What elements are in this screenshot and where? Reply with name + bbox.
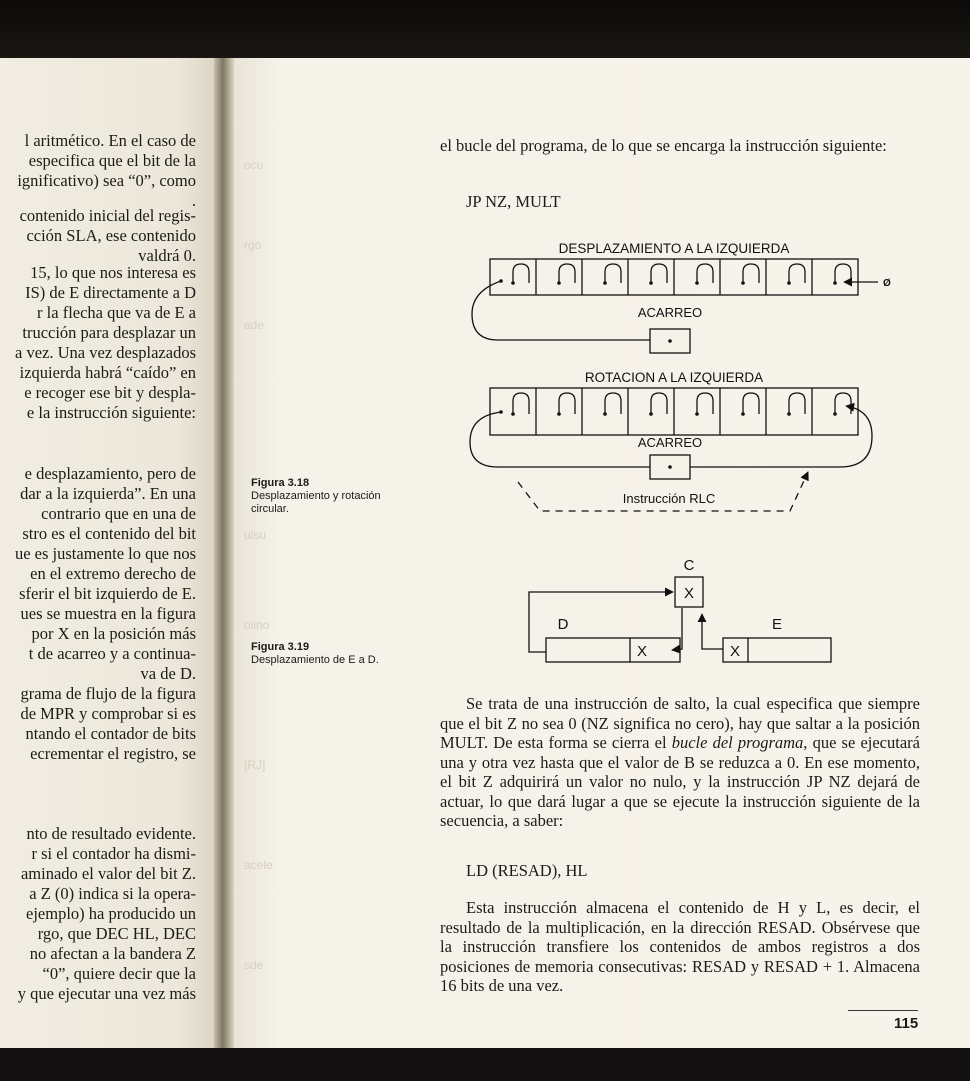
- show-through: ocu: [244, 158, 264, 172]
- figure-number: Figura 3.19: [251, 641, 310, 653]
- left-page-line: trucción para desplazar un: [22, 323, 196, 342]
- left-page-line: e desplazamiento, pero de: [24, 464, 196, 483]
- left-page-line: e recoger ese bit y despla-: [24, 383, 196, 402]
- left-page-line: no afectan a la bandera Z: [29, 944, 196, 963]
- carry-value: X: [683, 585, 695, 602]
- paragraph-text: Esta instrucción almacena el contenido de H y L, es decir, el resultado de la multiplicación, en la dirección RESAD. Obsérvese que la instrucción transfiere los contenidos de ambos registros a dos posiciones de memoria consecutivas: RESAD y RESAD + 1. Almacena 16 bits de una vez.: [440, 898, 920, 995]
- page-number-rule: [848, 1010, 918, 1011]
- left-page-line: ignificativo) sea “0”, como: [17, 171, 196, 190]
- paragraph-part: , que se ejecutará una y otra vez hasta que el valor de B se reduzca a 0. En ese momento, el bit Z adquirirá un valor no nulo, y la instrucción JP NZ dejará de actuar, lo que dará lugar a que se ejecute la instrucción siguiente de la secuencia, a saber:: [440, 733, 920, 830]
- left-page-line: y que ejecutar una vez más: [17, 984, 196, 1003]
- figure-3-19-caption: [251, 641, 401, 667]
- left-page-line: valdrá 0.: [138, 246, 196, 265]
- show-through: rgo: [244, 238, 262, 252]
- figure-caption-text: Desplazamiento de E a D.: [251, 654, 379, 666]
- left-page-line: aminado el valor del bit Z.: [20, 864, 196, 883]
- left-page-line: 15, lo que nos interesa es: [30, 263, 196, 282]
- left-page-line: .: [191, 191, 196, 210]
- register-e-label: E: [771, 616, 783, 633]
- figure-caption-text: Desplazamiento y rotación circular.: [251, 490, 381, 515]
- shift-title: DESPLAZAMIENTO A LA IZQUIERDA: [558, 241, 790, 256]
- top-dark-band: [0, 0, 970, 58]
- paragraph-text: [440, 694, 920, 831]
- left-page-line: contenido inicial del regis-: [19, 206, 196, 225]
- figure-3-19-diagram: [520, 552, 850, 672]
- paragraph-jump-explanation: [440, 694, 920, 831]
- show-through: ade: [244, 318, 265, 332]
- left-page: [0, 58, 222, 1048]
- left-page-line: IS) de E directamente a D: [25, 283, 196, 302]
- left-page-line: l aritmético. En el caso de: [24, 131, 196, 150]
- left-page-line: a Z (0) indica si la opera-: [29, 884, 196, 903]
- left-page-line: va de D.: [140, 664, 196, 683]
- left-page-line: ues se muestra en la figura: [20, 604, 196, 623]
- register-d: [546, 638, 680, 662]
- shift-carry-label: ACARREO: [637, 305, 703, 320]
- left-page-line: izquierda habrá “caído” en: [19, 363, 196, 382]
- paragraph-part: Se trata de una instrucción de salto, la cual especifica que siempre que el bit Z no sea 0 (NZ significa no cero), hay que saltar a la posición MULT. De esta forma se cierra el: [440, 694, 920, 752]
- show-through: sde: [244, 958, 264, 972]
- paragraph-ld-explanation: [440, 898, 920, 996]
- intro-paragraph: [440, 136, 920, 156]
- show-through: [RJ]: [244, 758, 266, 772]
- book-gutter: [214, 58, 236, 1048]
- left-page-line: a vez. Una vez desplazados: [15, 343, 196, 362]
- left-page-line: ecrementar el registro, se: [30, 744, 196, 763]
- carry-label: C: [683, 557, 695, 574]
- left-page-line: e la instrucción siguiente:: [26, 403, 196, 422]
- emphasis-loop: bucle del programa: [671, 733, 804, 752]
- register-d-label: D: [557, 616, 569, 633]
- left-page-line: de MPR y comprobar si es: [20, 704, 196, 723]
- left-page-line: r si el contador ha dismi-: [31, 844, 196, 863]
- left-page-line: ntando el contador de bits: [25, 724, 196, 743]
- register-d-value: X: [636, 643, 648, 660]
- code-ld-resad: LD (RESAD), HL: [466, 861, 588, 880]
- figure-number: Figura 3.18: [251, 477, 310, 489]
- figure-3-18-diagram: [460, 236, 890, 526]
- left-page-line: stro es el contenido del bit: [22, 524, 196, 543]
- left-page-line: ejemplo) ha producido un: [26, 904, 196, 923]
- figure-3-18-caption: [251, 477, 401, 516]
- left-page-line: grama de flujo de la figura: [20, 684, 196, 703]
- register-e-value: X: [729, 643, 741, 660]
- left-page-line: rgo, que DEC HL, DEC: [37, 924, 196, 943]
- left-page-line: contrario que en una de: [41, 504, 196, 523]
- left-page-line: dar a la izquierda”. En una: [20, 484, 196, 503]
- instruction-label: Instrucción RLC: [622, 491, 716, 506]
- code-jp-nz: JP NZ, MULT: [466, 192, 561, 211]
- show-through: ulsu: [244, 528, 267, 542]
- left-page-line: especifica que el bit de la: [28, 151, 196, 170]
- left-page-line: ue es justamente lo que nos: [14, 544, 196, 563]
- show-through: acele: [244, 858, 273, 872]
- rotate-carry-label: ACARREO: [637, 435, 703, 450]
- left-page-line: nto de resultado evidente.: [26, 824, 196, 843]
- shift-input-zero: Ø: [883, 278, 891, 289]
- show-through: olino: [244, 618, 270, 632]
- left-page-line: t de acarreo y a continua-: [28, 644, 196, 663]
- left-page-line: en el extremo derecho de: [30, 564, 196, 583]
- left-page-line: r la flecha que va de E a: [37, 303, 196, 322]
- intro-text: el bucle del programa, de lo que se encarga la instrucción siguiente:: [440, 136, 887, 155]
- left-page-line: sferir el bit izquierdo de E.: [19, 584, 196, 603]
- rotate-title: ROTACION A LA IZQUIERDA: [584, 370, 764, 385]
- left-page-line: cción SLA, ese contenido: [26, 226, 196, 245]
- page-number: 115: [894, 1015, 919, 1032]
- left-page-line: “0”, quiere decir que la: [42, 964, 196, 983]
- left-page-line: por X en la posición más: [31, 624, 196, 643]
- bottom-dark-band: [0, 1048, 970, 1081]
